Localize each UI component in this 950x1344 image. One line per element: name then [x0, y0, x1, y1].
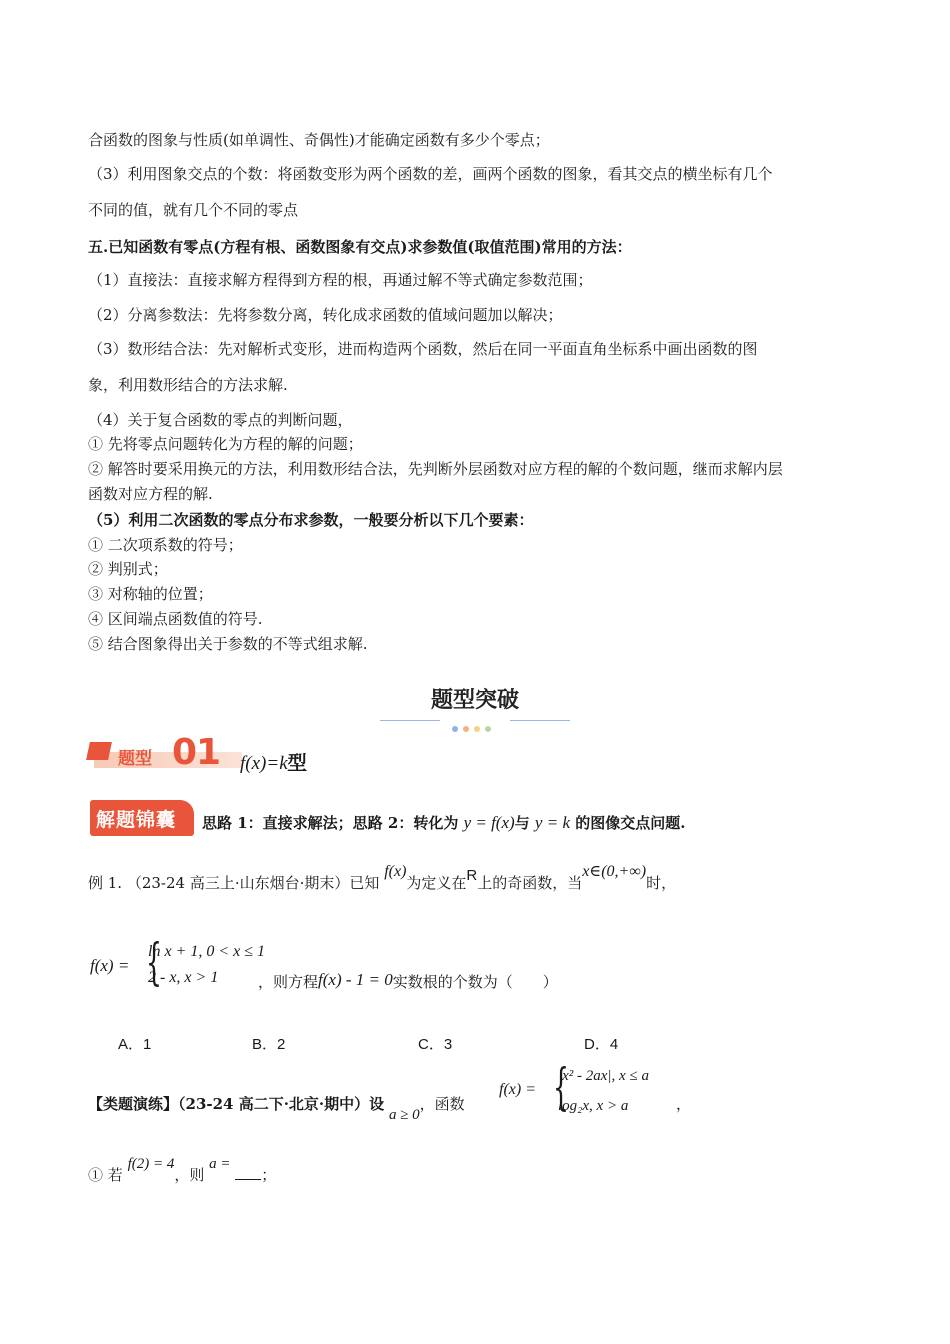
piecewise-case-1: ln x + 1, 0 < x ≤ 1 — [148, 943, 266, 960]
composite-step-2a: ② 解答时要采用换元的方法，利用数形结合法，先判断外层函数对应方程的解的个数问题，继而求解内层 — [88, 460, 783, 478]
brace-icon: { — [145, 933, 162, 991]
type-suffix: 型 — [287, 752, 307, 774]
practice-mid: ，函数 — [419, 1095, 465, 1113]
q1-end: ； — [261, 1166, 277, 1184]
tips-text — [202, 813, 685, 833]
type-banner — [88, 732, 246, 774]
tips-badge-label: 解题锦囊 — [96, 809, 177, 831]
method-direct: （1）直接法：直接求解方程得到方程的根，再通过解不等式确定参数范围； — [88, 271, 593, 289]
choice-c[interactable]: C．3 — [418, 1036, 453, 1053]
intro-paragraph: 合函数的图象与性质(如单调性、奇偶性)才能确定函数有多少个零点； — [88, 131, 550, 149]
method-graphical-1: （3）数形结合法：先对解析式变形，进而构造两个函数，然后在同一平面直角坐标系中画出函数的图 — [88, 340, 758, 358]
q1-condition: f(2) = 4 — [127, 1156, 175, 1172]
tips-formula-2: y = k — [534, 813, 570, 832]
method-quadratic: （5）利用二次函数的零点分布求参数，一般要分析以下几个要素： — [88, 511, 534, 529]
section-5-heading: 五.已知函数有零点(方程有根、函数图象有交点)求参数值(取值范围)常用的方法： — [88, 238, 632, 256]
tips-formula-1: y = f(x) — [463, 813, 515, 832]
question-post: 实数根的个数为（ ） — [392, 973, 558, 991]
practice-q1 — [88, 1156, 277, 1186]
tips-part-2: 与 — [514, 814, 530, 832]
example-1-stem — [88, 863, 677, 894]
example-1-mid2: 上的奇函数，当 — [477, 874, 583, 892]
dot-icon — [474, 726, 480, 732]
quadratic-factor-5: ⑤ 结合图象得出关于参数的不等式组求解. — [88, 635, 368, 653]
choice-b[interactable]: B．2 — [252, 1036, 286, 1053]
method-separate-params: （2）分离参数法：先将参数分离，转化成求函数的值域问题加以解决； — [88, 306, 563, 324]
method-3-line-2: 不同的值，就有几个不同的零点 — [88, 201, 299, 219]
quadratic-factor-1: ① 二次项系数的符号； — [88, 536, 243, 554]
title-dots — [452, 717, 496, 736]
piecewise-fx: f(x) = — [90, 956, 130, 975]
type-formula: f(x)=k — [240, 753, 288, 774]
dot-icon — [452, 726, 458, 732]
q1-pre: ① 若 — [88, 1166, 123, 1184]
composite-step-2b: 函数对应方程的解. — [88, 485, 213, 503]
choice-a[interactable]: A．1 — [118, 1036, 152, 1053]
real-set: R — [466, 867, 478, 884]
tips-part-3: 的图像交点问题. — [575, 814, 686, 832]
quadratic-factor-3: ③ 对称轴的位置； — [88, 585, 213, 603]
dot-icon — [463, 726, 469, 732]
method-3-line-1: （3）利用图象交点的个数：将函数变形为两个函数的差，画两个函数的图象，看其交点的横坐标有几个 — [88, 165, 773, 183]
example-1-fx: f(x) — [384, 863, 407, 880]
practice-lead: 【类题演练】（23-24 高二下·北京·期中）设 — [88, 1095, 385, 1113]
tips-part-1: 思路 1：直接求解法；思路 2：转化为 — [202, 814, 459, 832]
piecewise-case-2: 2 - x, x > 1 — [148, 969, 219, 986]
q1-mid: ，则 — [174, 1166, 205, 1184]
title-rule-right — [510, 720, 570, 721]
question-pre: ，则方程 — [258, 973, 319, 991]
example-1-question — [258, 972, 558, 992]
quadratic-factor-2: ② 判别式； — [88, 560, 168, 578]
quadratic-factor-4: ④ 区间端点函数值的符号. — [88, 610, 263, 628]
flag-icon — [86, 742, 112, 760]
tips-badge — [90, 800, 194, 836]
q1-variable: a = — [209, 1156, 231, 1172]
example-1-lead: 例 1. （23-24 高三上·山东烟台·期末）已知 — [88, 874, 380, 892]
answer-blank[interactable] — [235, 1165, 261, 1180]
type-title — [240, 748, 307, 775]
practice-case-1: |x² - 2ax|, x ≤ a — [558, 1068, 649, 1084]
banner-label: 题型 — [118, 749, 152, 769]
brace-icon: { — [552, 1058, 569, 1116]
section-title: 题型突破 — [430, 688, 519, 713]
method-composite: （4）关于复合函数的零点的判断问题， — [88, 411, 353, 429]
dot-icon — [485, 726, 491, 732]
question-equation: f(x) - 1 = 0 — [318, 970, 393, 989]
banner-number: 01 — [172, 732, 221, 773]
practice-stem — [88, 1094, 465, 1123]
example-1-domain: x∈(0,+∞) — [582, 863, 647, 880]
practice-comma: ， — [676, 1095, 692, 1113]
composite-step-1: ① 先将零点问题转化为方程的解的问题； — [88, 435, 363, 453]
practice-case-2: log₂x, x > a — [558, 1098, 629, 1114]
practice-fx: f(x) = — [499, 1081, 536, 1098]
choice-d[interactable]: D．4 — [584, 1036, 619, 1053]
title-rule-left — [380, 720, 440, 721]
example-1-tail: 时， — [646, 874, 677, 892]
example-1-mid: 为定义在 — [406, 874, 467, 892]
practice-condition: a ≥ 0 — [388, 1107, 420, 1123]
method-graphical-2: 象，利用数形结合的方法求解. — [88, 376, 288, 394]
